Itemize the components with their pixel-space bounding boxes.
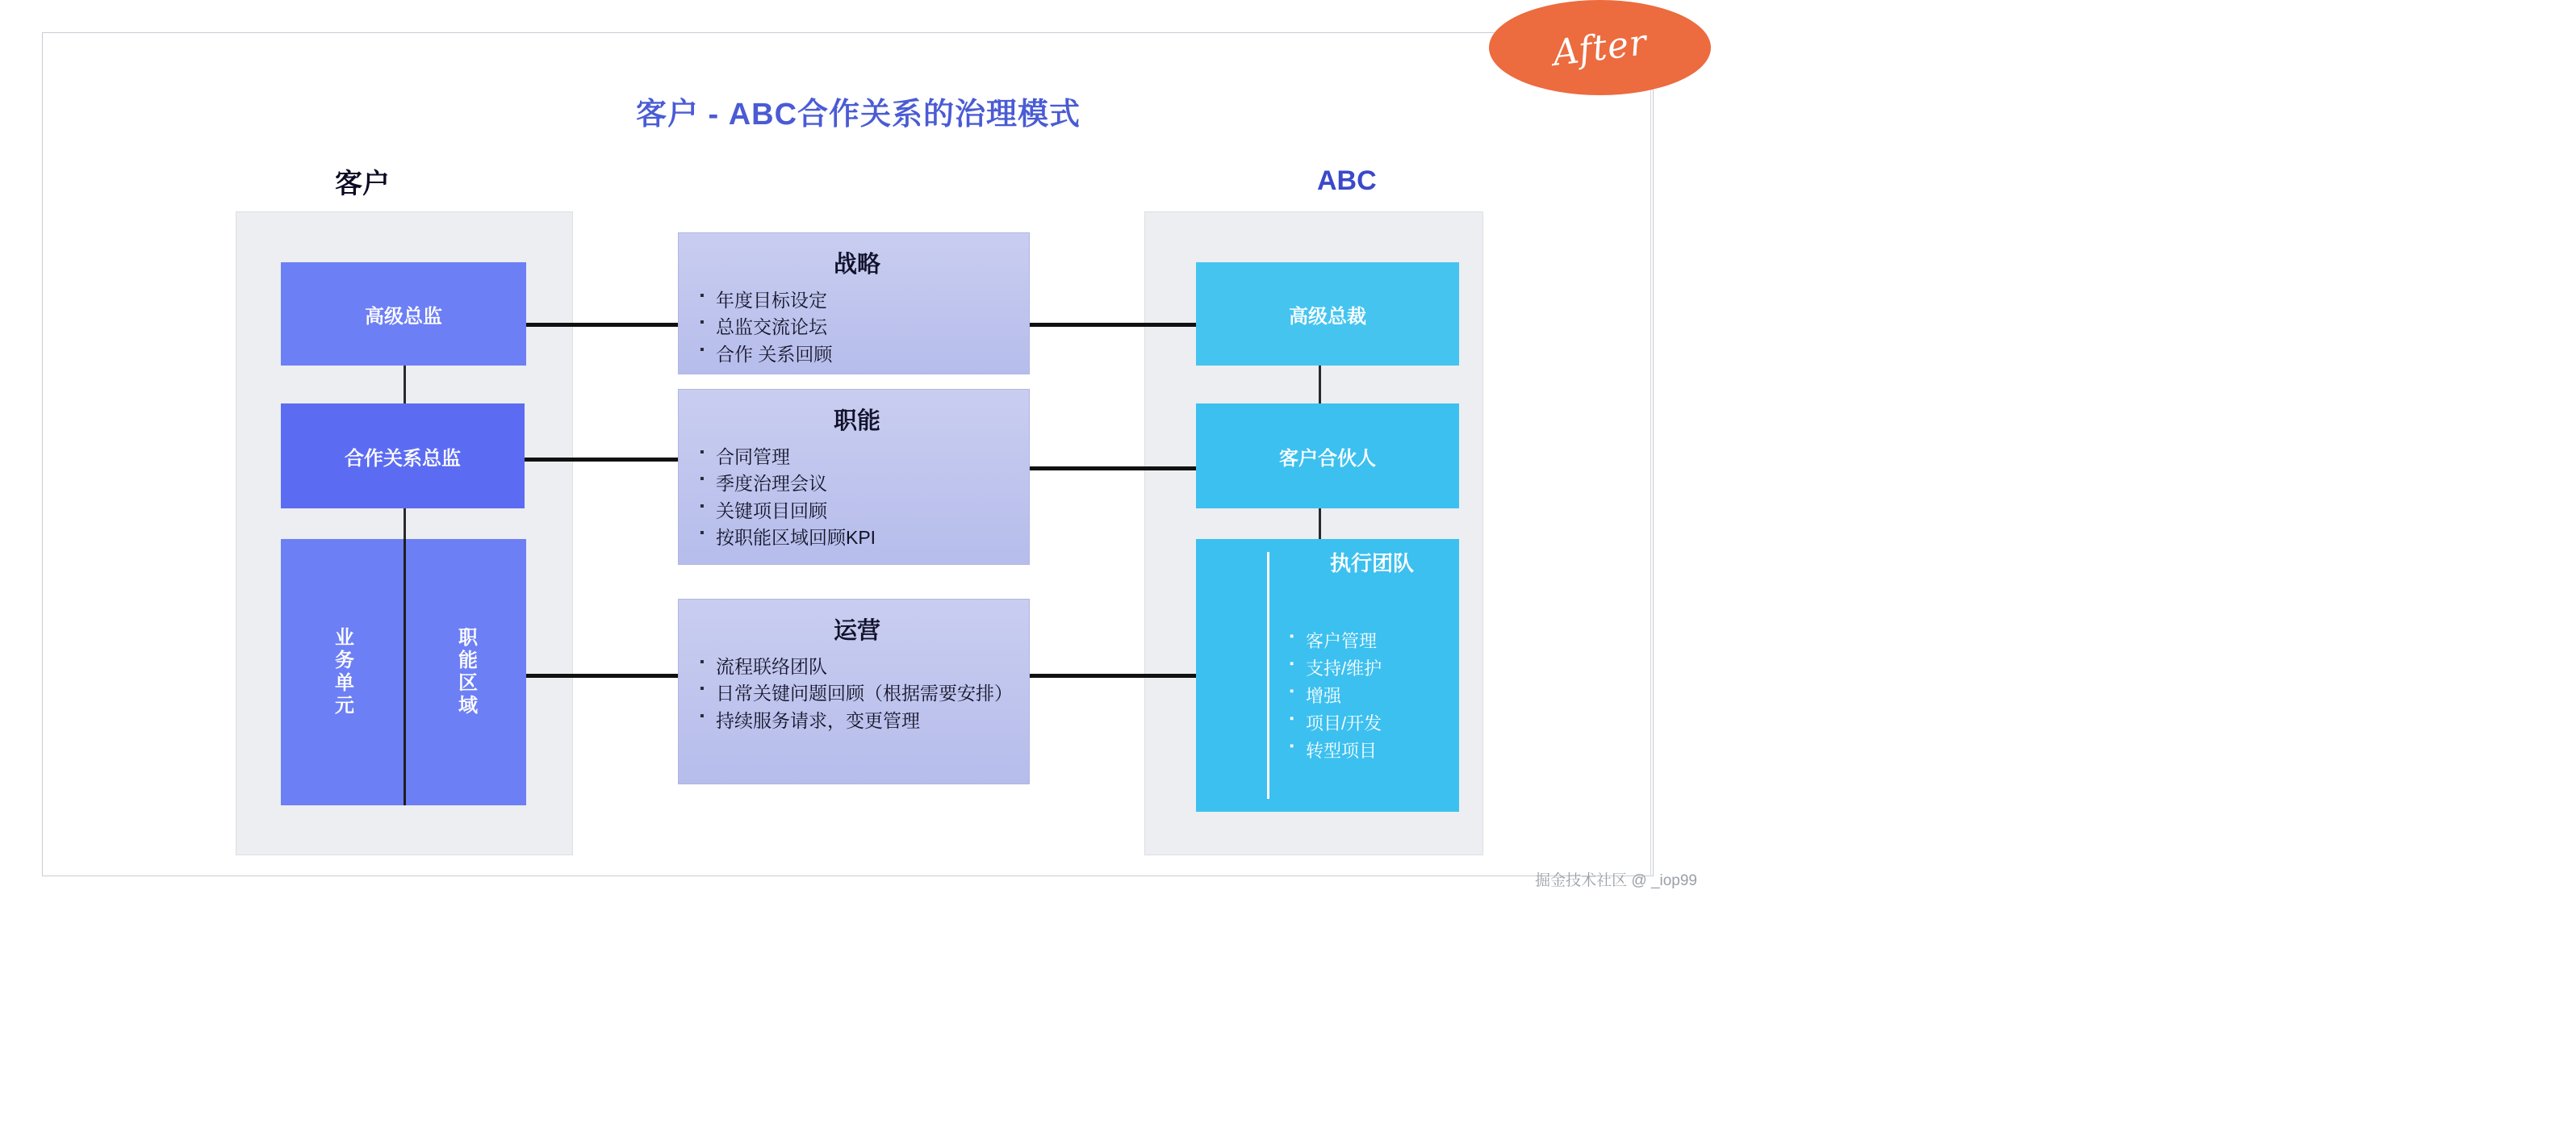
left-box-functional-area-label: 职能区域 — [454, 627, 477, 717]
connector-left-vertical-bottom — [404, 508, 406, 541]
left-column-header: 客户 — [335, 169, 390, 199]
card-strategy-item: ▪ 合作 关系回顾 — [700, 341, 1014, 368]
connector-left-operations — [525, 674, 678, 678]
connector-left-strategy — [525, 323, 686, 327]
card-function[interactable] — [678, 389, 1030, 565]
card-operations[interactable] — [678, 599, 1030, 784]
left-box-functional-area[interactable] — [405, 539, 526, 805]
card-function-item: ▪ 合同管理 — [700, 444, 1014, 470]
card-strategy[interactable] — [678, 232, 1030, 374]
exec-team-item: ▪ 客户管理 — [1290, 628, 1382, 655]
card-function-item: ▪ 按职能区域回顾KPI — [700, 525, 1014, 551]
connector-right-function — [1027, 466, 1198, 470]
card-operations-item: ▪ 持续服务请求，变更管理 — [700, 708, 1014, 734]
card-operations-item: ▪ 流程联络团队 — [700, 654, 1014, 680]
card-strategy-item: ▪ 年度目标设定 — [700, 287, 1014, 314]
right-box-senior-vp[interactable] — [1196, 262, 1459, 366]
right-box-project-exec-director-label: 项目执行总监 — [2410, 1118, 2573, 1141]
left-box-senior-director[interactable] — [281, 262, 526, 366]
exec-team-title: 执行团队 — [1329, 551, 1414, 575]
card-operations-item: ▪ 日常关键问题回顾（根据需要安排） — [700, 680, 1014, 707]
right-box-client-partner-label: 客户合伙人 — [1279, 447, 1376, 470]
right-box-senior-vp-label: 高级总裁 — [1289, 305, 1366, 328]
card-operations-list — [700, 654, 1014, 734]
left-box-relationship-director-label: 合作关系总监 — [345, 447, 461, 470]
connector-right-operations — [1027, 674, 1198, 678]
exec-team-item: ▪ 支持/维护 — [1290, 655, 1382, 683]
connector-right-strategy — [1027, 323, 1198, 327]
exec-team-item: ▪ 增强 — [1290, 683, 1382, 710]
left-boxes-divider — [404, 539, 406, 805]
card-function-item: ▪ 关键项目回顾 — [700, 498, 1014, 525]
right-vertical-rule — [1650, 32, 1651, 876]
left-box-business-unit-label: 业务单元 — [331, 627, 353, 717]
card-strategy-list — [700, 287, 1014, 368]
card-function-list — [700, 444, 1014, 551]
connector-right-vertical-bottom — [1319, 508, 1321, 542]
card-strategy-title: 战略 — [833, 252, 880, 278]
page-title: 客户 - ABC合作关系的治理模式 — [635, 98, 1081, 132]
card-function-item: ▪ 季度治理会议 — [700, 470, 1014, 497]
exec-block-divider — [1267, 552, 1269, 799]
after-badge-label: After — [1550, 21, 1650, 74]
exec-team-item: ▪ 转型项目 — [1290, 738, 1382, 765]
left-box-senior-director-label: 高级总监 — [365, 305, 442, 328]
after-badge — [1489, 0, 1711, 95]
right-box-client-partner[interactable] — [1196, 403, 1459, 508]
connector-left-vertical-top — [404, 365, 406, 405]
left-box-relationship-director[interactable] — [281, 403, 525, 508]
right-column-header: ABC — [1317, 165, 1377, 196]
watermark: 掘金技术社区 @ _iop99 — [1535, 872, 1697, 889]
card-strategy-item: ▪ 总监交流论坛 — [700, 314, 1014, 341]
left-box-business-unit[interactable] — [281, 539, 404, 805]
exec-team-item: ▪ 项目/开发 — [1290, 710, 1382, 738]
connector-right-vertical-top — [1319, 365, 1321, 405]
card-function-title: 职能 — [833, 408, 880, 434]
exec-team-list — [1290, 628, 1382, 765]
connector-left-function — [525, 458, 678, 462]
card-operations-title: 运营 — [833, 618, 880, 644]
